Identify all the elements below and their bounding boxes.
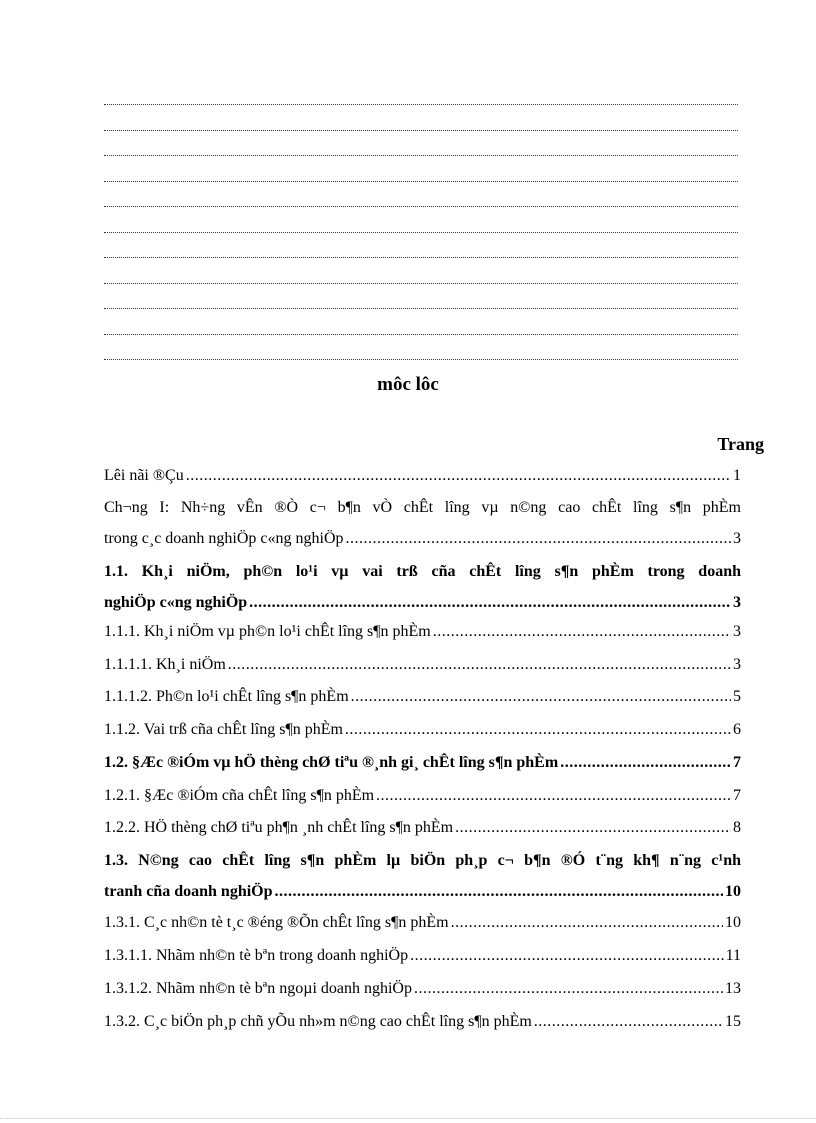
toc-page-number: 11 — [725, 947, 741, 964]
toc-page-number: 13 — [725, 980, 741, 997]
toc-entry[interactable] — [104, 1006, 741, 1037]
dotted-line — [104, 334, 738, 335]
toc-entry-text: 1.2. §Æc ®iÓm vµ hÖ thèng chØ tiªu ®¸nh gi¸ chÊt lîng s¶n phÈm — [104, 754, 559, 771]
toc-entry-text: 1.3.1.2. Nhãm nh©n tè bªn ngoµi doanh nghiÖp — [104, 980, 412, 997]
leader-dots — [249, 587, 731, 618]
toc-entry[interactable] — [104, 460, 741, 491]
toc-page-number: 7 — [733, 787, 741, 804]
toc-entry-text: 1.3.2. C¸c biÖn ph¸p chñ yÕu nh»m n©ng cao chÊt lîng s¶n phÈm — [104, 1013, 532, 1030]
dotted-line — [104, 155, 738, 156]
leader-dots — [186, 460, 731, 491]
toc-entry[interactable] — [104, 492, 741, 554]
toc-page-number: 10 — [725, 883, 741, 900]
toc-page-number: 3 — [733, 530, 741, 547]
leader-dots — [346, 523, 731, 554]
leader-dots — [275, 876, 723, 907]
toc-page-number: 3 — [733, 623, 741, 640]
dotted-line — [104, 257, 738, 258]
toc-entry-text: nghiÖp c«ng nghiÖp — [104, 594, 248, 611]
toc-entry[interactable] — [104, 845, 741, 907]
leader-dots — [345, 714, 731, 745]
toc-entry-text: 1.1.1.1. Kh¸i niÖm — [104, 656, 226, 673]
toc-entry[interactable] — [104, 940, 741, 971]
toc-entry[interactable] — [104, 681, 741, 712]
toc-entry-text: tranh cña doanh nghiÖp — [104, 883, 273, 900]
toc-entry[interactable] — [104, 747, 741, 778]
toc-entry-text: trong c¸c doanh nghiÖp c«ng nghiÖp — [104, 530, 344, 547]
toc-entry-text: 1.2.1. §Æc ®iÓm cña chÊt lîng s¶n phÈm — [104, 787, 375, 804]
dotted-line — [104, 308, 738, 309]
page-column-label: Trang — [717, 434, 764, 454]
leader-dots — [451, 907, 723, 938]
leader-dots — [534, 1006, 723, 1037]
toc-entry[interactable] — [104, 616, 741, 647]
toc-entry-text: Ch¬ng I: Nh÷ng vÊn ®Ò c¬ b¶n vÒ chÊt lîng vµ n©ng cao chÊt lîng s¶n phÈm — [104, 499, 741, 516]
toc-entry-text: 1.1.1.2. Ph©n lo¹i chÊt lîng s¶n phÈm — [104, 688, 349, 705]
toc-page-number: 7 — [733, 754, 741, 771]
toc-entry[interactable] — [104, 649, 741, 680]
toc-entry-text: 1.3.1.1. Nhãm nh©n tè bªn trong doanh nghiÖp — [104, 947, 409, 964]
toc-entry[interactable] — [104, 780, 741, 811]
toc-entry-text: 1.3. N©ng cao chÊt lîng s¶n phÈm lµ biÖn ph¸p c¬ b¶n ®Ó t¨ng kh¶ n¨ng c¹nh — [104, 852, 741, 869]
dotted-line — [104, 283, 738, 284]
leader-dots — [433, 616, 731, 647]
toc-entry[interactable] — [104, 973, 741, 1004]
toc-entry[interactable] — [104, 812, 741, 843]
page-title: môc lôc — [377, 374, 439, 395]
toc-entry-text: 1.1.1. Kh¸i niÖm vµ ph©n lo¹i chÊt lîng s¶n phÈm — [104, 623, 431, 640]
leader-dots — [351, 681, 731, 712]
dotted-line — [104, 232, 738, 233]
toc-entry-text: 1.2.2. HÖ thèng chØ tiªu ph¶n ¸nh chÊt lîng s¶n phÈm — [104, 819, 454, 836]
leader-dots — [560, 747, 731, 778]
toc-entry-text: 1.1. Kh¸i niÖm, ph©n lo¹i vµ vai trß cña chÊt lîng s¶n phÈm trong doanh — [104, 563, 741, 580]
toc-page-number: 3 — [733, 594, 741, 611]
dotted-line — [104, 130, 738, 131]
leader-dots — [410, 940, 724, 971]
toc-page-number: 1 — [733, 467, 741, 484]
toc-page-number: 15 — [725, 1013, 741, 1030]
toc-entry[interactable] — [104, 556, 741, 618]
dotted-line — [104, 359, 738, 360]
toc-page-number: 10 — [725, 914, 741, 931]
leader-dots — [376, 780, 731, 811]
toc-entry-text: 1.1.2. Vai trß cña chÊt lîng s¶n phÈm — [104, 721, 343, 738]
leader-dots — [414, 973, 723, 1004]
toc-entry-text: 1.3.1. C¸c nh©n tè t¸c ®éng ®Õn chÊt lîng s¶n phÈm — [104, 914, 449, 931]
toc-page-number: 6 — [733, 721, 741, 738]
toc-entry-text: Lêi nãi ®Çu — [104, 467, 184, 484]
toc-page-number: 8 — [733, 819, 741, 836]
toc-page-number: 5 — [733, 688, 741, 705]
toc-entry[interactable] — [104, 714, 741, 745]
leader-dots — [228, 649, 731, 680]
leader-dots — [455, 812, 731, 843]
page-bottom-rule — [0, 1118, 816, 1119]
toc-page-number: 3 — [733, 656, 741, 673]
dotted-line — [104, 181, 738, 182]
dotted-line — [104, 104, 738, 105]
toc-entry[interactable] — [104, 907, 741, 938]
dotted-line — [104, 206, 738, 207]
